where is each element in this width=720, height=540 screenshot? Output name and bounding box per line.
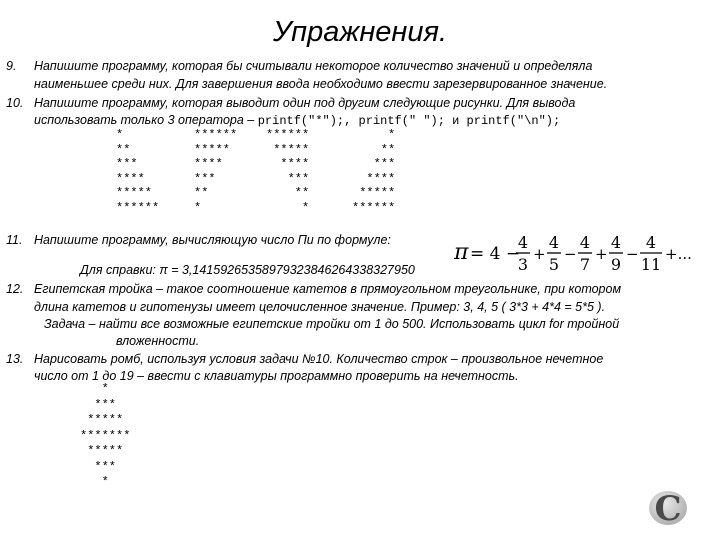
formula-denominator: 3	[517, 255, 529, 274]
formula-numerator: 4	[610, 233, 622, 252]
item-10-text: использовать только 3 оператора –	[34, 113, 255, 127]
formula-denominator: 9	[610, 255, 622, 274]
item-10-line-1: Напишите программу, которая выводит один под другим следующие рисунки. Для вывода	[34, 96, 576, 110]
formula-numerator: 4	[517, 233, 529, 252]
item-11-reference: Для справки: π = 3,14159265358979323846264338327950	[80, 263, 415, 277]
pattern-1: * ** *** **** ***** ******	[116, 128, 160, 215]
pattern-4: * ** *** **** ***** ******	[352, 128, 396, 215]
formula-denominator: 11	[640, 255, 662, 274]
item-number-10: 10.	[6, 96, 24, 110]
diamond-pattern: * *** ***** ******* ***** *** *	[80, 382, 131, 489]
pattern-2: ****** ***** **** *** ** *	[194, 128, 238, 215]
item-9-line-1: Напишите программу, которая бы считывали некоторое количество значений и определяла	[34, 59, 593, 73]
item-10-code: printf("*");, printf(" "); и printf("\n");	[257, 114, 561, 128]
pi-formula	[452, 230, 692, 276]
logo-letter: C	[654, 489, 682, 529]
item-10-line-2	[34, 113, 560, 128]
formula-pi: π	[454, 240, 469, 265]
formula-operator: −	[564, 245, 577, 263]
item-number-11: 11.	[6, 233, 23, 247]
c-language-logo	[646, 487, 690, 527]
item-12-line-2: длина катетов и гипотенузы имеет целочисленное значение. Пример: 3, 4, 5 ( 3*3 + 4*4 = 5*5 ).	[34, 300, 606, 314]
item-number-12: 12.	[6, 282, 24, 296]
item-9-line-2: наименьшее среди них. Для завершения ввода необходимо ввести зарезервированное значение.	[34, 77, 608, 91]
formula-operator: +...	[665, 245, 692, 263]
item-number-13: 13.	[6, 352, 24, 366]
item-12-line-4: вложенности.	[116, 334, 200, 348]
item-13-line-2: число от 1 до 19 – ввести с клавиатуры программно проверить на нечетность.	[34, 369, 519, 383]
formula-denominator: 5	[548, 255, 560, 274]
formula-operator: −	[626, 245, 639, 263]
item-12-line-3: Задача – найти все возможные египетские тройки от 1 до 500. Использовать цикл for тройной	[44, 317, 620, 331]
pattern-3: ****** ***** **** *** ** *	[266, 128, 310, 215]
formula-numerator: 4	[645, 233, 657, 252]
formula-operator: +	[595, 245, 608, 263]
item-number-9: 9.	[6, 59, 17, 73]
formula-operator: +	[533, 245, 546, 263]
item-12-line-1: Египетская тройка – такое соотношение катетов в прямоугольном треугольнике, при котором	[34, 282, 622, 296]
item-11-line-1: Напишите программу, вычисляющую число Пи по формуле:	[34, 233, 391, 247]
formula-numerator: 4	[579, 233, 591, 252]
formula-numerator: 4	[548, 233, 560, 252]
item-13-line-1: Нарисовать ромб, используя условия задачи №10. Количество строк – произвольное нечетное	[34, 352, 604, 366]
formula-start: = 4 −	[470, 244, 521, 264]
formula-denominator: 7	[579, 255, 591, 274]
page-title: Упражнения.	[272, 16, 448, 48]
